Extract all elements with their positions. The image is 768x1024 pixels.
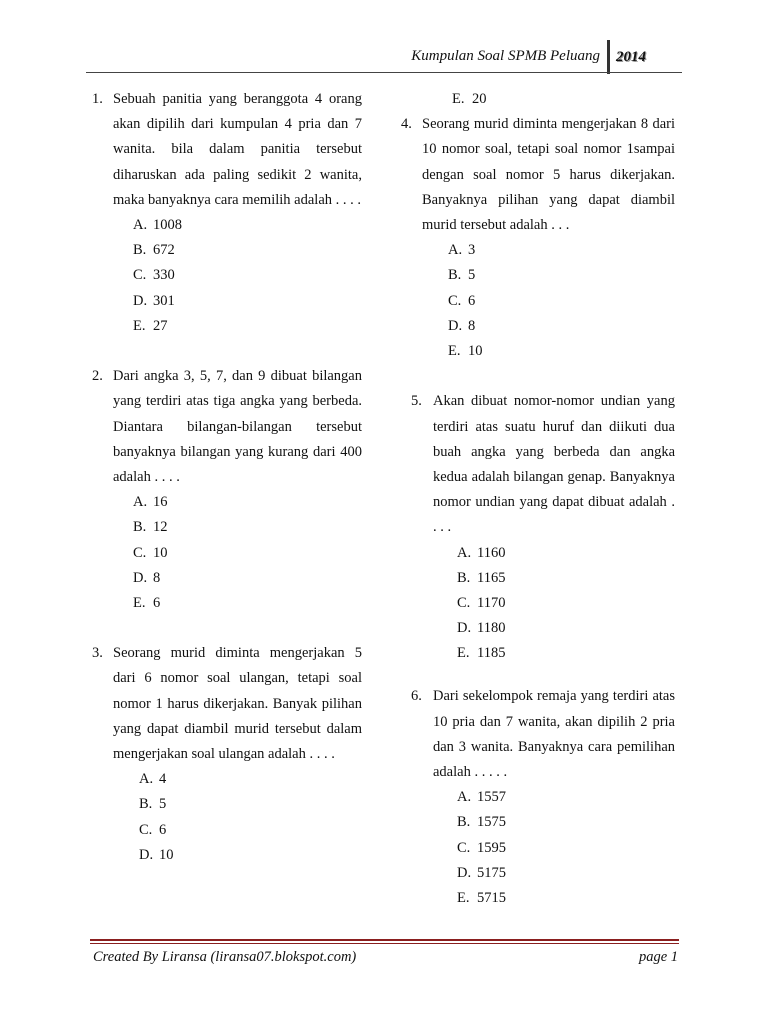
- option-value: 5: [468, 267, 476, 284]
- question-text: Dari sekelompok remaja yang terdiri atas 10 pria dan 7 wanita, akan dipilih 2 pria dan 3 wanita. Banyaknya cara pemilihan adalah . . . . .: [433, 688, 675, 781]
- question-5: [395, 389, 675, 666]
- option-c: [139, 818, 362, 843]
- option-value: 5715: [477, 890, 506, 907]
- option-value: 1575: [477, 814, 506, 831]
- option-b: [448, 263, 675, 288]
- footer-rule-thin: [90, 943, 679, 944]
- option-d: [133, 566, 362, 591]
- option-b: [133, 515, 362, 540]
- option-letter: E.: [457, 645, 470, 662]
- option-letter: B.: [457, 814, 471, 831]
- option-value: 301: [153, 292, 175, 309]
- option-letter: A.: [133, 217, 148, 234]
- option-letter: C.: [448, 292, 462, 309]
- option-letter: A.: [457, 789, 472, 806]
- option-letter: C.: [457, 594, 471, 611]
- option-letter: D.: [457, 864, 472, 881]
- option-value: 8: [153, 569, 161, 586]
- question-text: Sebuah panitia yang beranggota 4 orang akan dipilih dari kumpulan 4 pria dan 7 wanita. bila dalam panitia tersebut diharuskan ada paling sedikit 2 wanita, maka banyaknya cara memilih adalah . . . .: [113, 91, 362, 208]
- question-text: Seorang murid diminta mengerjakan 8 dari 10 nomor soal, tetapi soal nomor 1sampai dengan soal nomor 5 harus dikerjakan. Banyaknya pilihan yang dapat diambil murid tersebut adalah . . .: [422, 116, 675, 233]
- option-list: [457, 785, 675, 911]
- option-value: 672: [153, 242, 175, 259]
- option-letter: E.: [457, 890, 470, 907]
- option-a: [139, 767, 362, 792]
- option-value: 10: [153, 544, 168, 561]
- option-letter: C.: [133, 267, 147, 284]
- option-value: 5175: [477, 864, 506, 881]
- option-letter: B.: [133, 242, 147, 259]
- page-number: page 1: [638, 949, 678, 965]
- question-text: Akan dibuat nomor-nomor undian yang terdiri atas suatu huruf dan diikuti dua buah angka yang berbeda dan angka kedua adalah bilangan genap. Banyaknya nomor undian yang dapat dibuat adalah . . . .: [433, 393, 675, 536]
- option-letter: B.: [448, 267, 462, 284]
- header-year: 2014: [616, 49, 646, 65]
- option-letter: A.: [448, 242, 463, 259]
- option-c: [133, 541, 362, 566]
- option-value: 6: [159, 821, 167, 838]
- option-e: [133, 314, 362, 339]
- option-a: [133, 213, 362, 238]
- right-column: [395, 87, 675, 911]
- option-letter: C.: [457, 839, 471, 856]
- option-c: [457, 591, 675, 616]
- option-letter: D.: [133, 569, 148, 586]
- question-3: [86, 641, 362, 868]
- question-number: 1.: [92, 91, 103, 107]
- option-letter: E.: [448, 342, 461, 359]
- question-2: [86, 364, 362, 616]
- option-d: [139, 843, 362, 868]
- option-value: 1008: [153, 217, 182, 234]
- option-c: [448, 289, 675, 314]
- option-list: [139, 767, 362, 868]
- option-a: [457, 785, 675, 810]
- spacer: [86, 339, 362, 364]
- option-a: [133, 490, 362, 515]
- option-letter: D.: [133, 292, 148, 309]
- option-letter: E.: [133, 317, 146, 334]
- left-column: [86, 87, 362, 868]
- option-e: [457, 641, 675, 666]
- question-6: [395, 684, 675, 911]
- option-value: 6: [468, 292, 476, 309]
- option-c: [133, 263, 362, 288]
- option-list: [133, 490, 362, 616]
- option-list: [133, 213, 362, 339]
- option-list-continued: [452, 87, 675, 112]
- question-number: 4.: [401, 116, 412, 133]
- question-number: 3.: [92, 645, 103, 662]
- option-e: [133, 591, 362, 616]
- option-value: 1180: [477, 620, 506, 637]
- option-value: 10: [159, 846, 174, 863]
- option-a: [457, 541, 675, 566]
- question-4: [395, 112, 675, 364]
- header-rule: [86, 72, 682, 73]
- option-b: [139, 792, 362, 817]
- option-letter: D.: [139, 846, 154, 863]
- question-1: [86, 87, 362, 339]
- option-letter: A.: [139, 771, 154, 788]
- option-value: 20: [472, 91, 487, 107]
- header-divider: [607, 40, 610, 74]
- option-value: 5: [159, 796, 167, 813]
- option-d: [133, 289, 362, 314]
- option-letter: B.: [133, 519, 147, 536]
- option-value: 16: [153, 494, 168, 511]
- option-list: [457, 541, 675, 667]
- option-c: [457, 836, 675, 861]
- option-a: [448, 238, 675, 263]
- option-e: [452, 87, 675, 112]
- option-letter: A.: [133, 494, 148, 511]
- option-value: 6: [153, 594, 161, 611]
- option-b: [457, 810, 675, 835]
- spacer: [395, 364, 675, 389]
- question-number: 5.: [411, 393, 422, 410]
- option-letter: D.: [457, 620, 472, 637]
- option-d: [457, 861, 675, 886]
- header-title: Kumpulan Soal SPMB Peluang: [411, 48, 600, 64]
- option-b: [457, 566, 675, 591]
- footer-rule: [90, 939, 679, 941]
- option-letter: E.: [452, 91, 465, 107]
- option-letter: B.: [457, 569, 471, 586]
- option-letter: A.: [457, 544, 472, 561]
- option-value: 1165: [477, 569, 506, 586]
- option-letter: E.: [133, 594, 146, 611]
- option-value: 10: [468, 342, 483, 359]
- option-value: 1160: [477, 544, 506, 561]
- option-e: [448, 339, 675, 364]
- option-letter: C.: [139, 821, 153, 838]
- option-list: [448, 238, 675, 364]
- option-value: 330: [153, 267, 175, 284]
- option-value: 1170: [477, 594, 506, 611]
- option-value: 8: [468, 317, 476, 334]
- question-number: 6.: [411, 688, 422, 705]
- option-value: 1595: [477, 839, 506, 856]
- spacer: [86, 616, 362, 641]
- option-letter: D.: [448, 317, 463, 334]
- option-value: 1185: [477, 645, 506, 662]
- option-value: 27: [153, 317, 168, 334]
- option-e: [457, 886, 675, 911]
- question-number: 2.: [92, 368, 103, 385]
- option-d: [457, 616, 675, 641]
- option-value: 4: [159, 771, 167, 788]
- option-value: 12: [153, 519, 168, 536]
- option-letter: C.: [133, 544, 147, 561]
- spacer: [395, 666, 675, 684]
- option-value: 3: [468, 242, 476, 259]
- question-text: Dari angka 3, 5, 7, dan 9 dibuat bilangan yang terdiri atas tiga angka yang berbeda. Diantara bilangan-bilangan tersebut banyaknya bilangan yang kurang dari 400 adalah . . . .: [113, 368, 362, 485]
- footer-credit: Created By Liransa (liransa07.blokspot.com): [93, 949, 357, 965]
- option-b: [133, 238, 362, 263]
- question-text: Seorang murid diminta mengerjakan 5 dari 6 nomor soal ulangan, tetapi soal nomor 1 harus dikerjakan. Banyak pilihan yang dapat diambil murid tersebut dalam mengerjakan soal ulangan adalah . . . .: [113, 645, 362, 763]
- option-letter: B.: [139, 796, 153, 813]
- option-value: 1557: [477, 789, 506, 806]
- option-d: [448, 314, 675, 339]
